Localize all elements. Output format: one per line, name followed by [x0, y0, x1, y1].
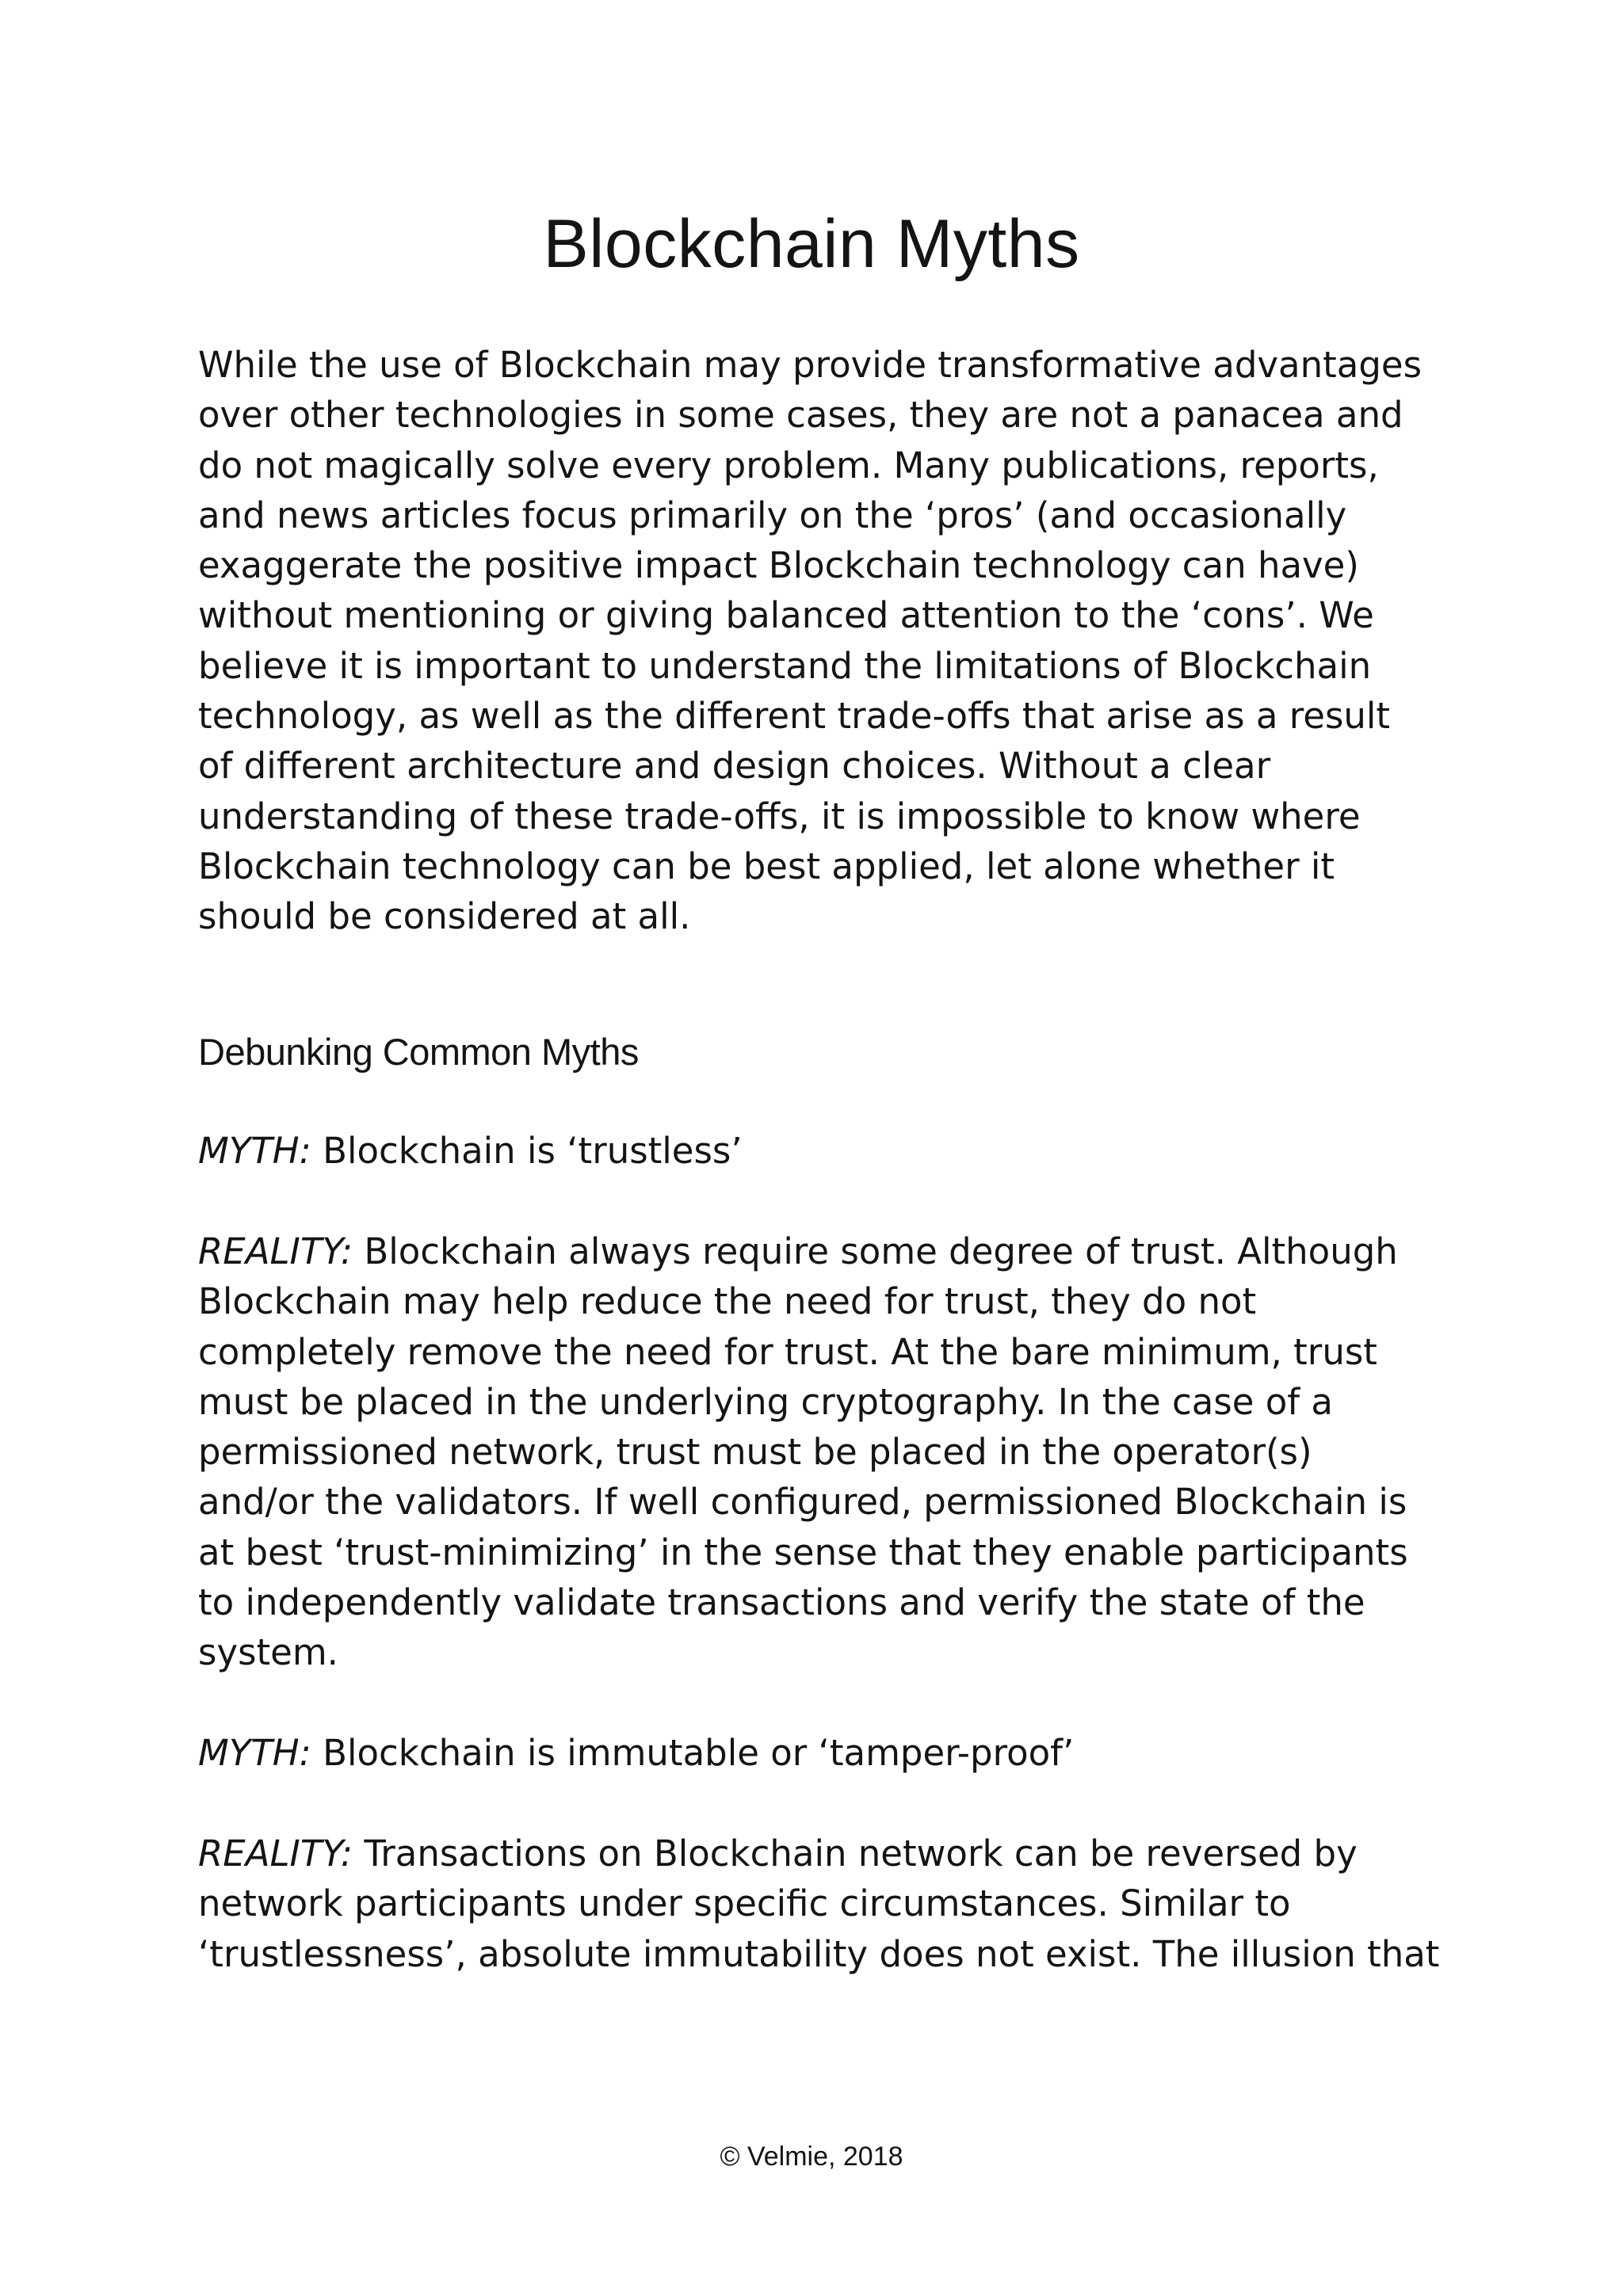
myth-text: Blockchain is immutable or ‘tamper-proof’	[311, 1732, 1075, 1774]
intro-paragraph	[198, 340, 1434, 942]
reality-line: completely remove the need for trust. At the bare minimum, trust	[198, 1330, 1377, 1373]
myth-immutable	[198, 1728, 1434, 1778]
page-title: Blockchain Myths	[543, 206, 1080, 282]
myth-line	[198, 1728, 1434, 1778]
myth-label: MYTH:	[198, 1732, 311, 1774]
reality-line: to independently validate transactions and verify the state of the	[198, 1581, 1365, 1624]
reality-line: and/or the validators. If well configured, permissioned Blockchain is	[198, 1481, 1407, 1524]
reality-label: REALITY:	[198, 1833, 353, 1875]
intro-line: Blockchain technology can be best applied, let alone whether it	[198, 845, 1335, 887]
intro-line: should be considered at all.	[198, 895, 691, 938]
myth-text: Blockchain is ‘trustless’	[311, 1130, 743, 1172]
reality-immutability	[198, 1829, 1440, 1979]
intro-line: believe it is important to understand the limitations of Blockchain	[198, 644, 1372, 687]
intro-line: exaggerate the positive impact Blockchain technology can have)	[198, 544, 1359, 587]
intro-line: of different architecture and design choices. Without a clear	[198, 745, 1271, 788]
reality-trust	[198, 1226, 1434, 1678]
reality-line: network participants under specific circumstances. Similar to	[198, 1882, 1291, 1925]
intro-line: do not magically solve every problem. Many publications, reports,	[198, 444, 1379, 486]
section-heading: Debunking Common Myths	[198, 1031, 639, 1073]
reality-line	[198, 1829, 1434, 1878]
reality-text: Transactions on Blockchain network can be reversed by	[353, 1833, 1358, 1875]
reality-line: at best ‘trust-minimizing’ in the sense that they enable participants	[198, 1531, 1408, 1573]
copyright-footer: © Velmie, 2018	[720, 2142, 903, 2172]
intro-line: While the use of Blockchain may provide transformative advantages	[198, 344, 1423, 386]
reality-line: must be placed in the underlying cryptography. In the case of a	[198, 1380, 1333, 1423]
reality-text: Blockchain always require some degree of trust. Although	[353, 1230, 1398, 1272]
intro-line: and news articles focus primarily on the ‘pros’ (and occasionally	[198, 494, 1347, 536]
reality-line	[198, 1226, 1434, 1276]
reality-line: permissioned network, trust must be placed in the operator(s)	[198, 1431, 1312, 1474]
myth-line	[198, 1126, 1434, 1176]
reality-line: ‘trustlessness’, absolute immutability does not exist. The illusion that	[198, 1932, 1440, 1975]
myth-trustless	[198, 1126, 1434, 1176]
reality-label: REALITY:	[198, 1230, 353, 1272]
reality-line: Blockchain may help reduce the need for trust, they do not	[198, 1280, 1257, 1323]
intro-line: technology, as well as the different trade-offs that arise as a result	[198, 695, 1391, 738]
intro-line: without mentioning or giving balanced attention to the ‘cons’. We	[198, 594, 1374, 637]
intro-line: understanding of these trade-offs, it is impossible to know where	[198, 795, 1361, 837]
reality-line: system.	[198, 1631, 338, 1674]
intro-line: over other technologies in some cases, they are not a panacea and	[198, 394, 1403, 437]
myth-label: MYTH:	[198, 1130, 311, 1172]
